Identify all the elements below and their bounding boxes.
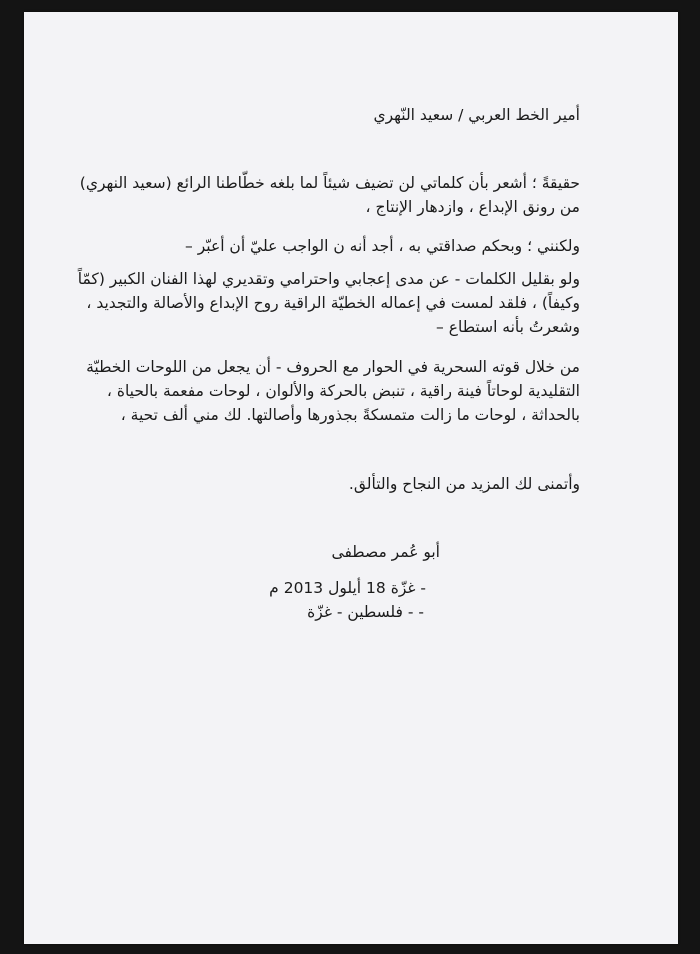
paragraph-1: حقيقةً ؛ أشعر بأن كلماتي لن تضيف شيئاً لما بلغه خطّاطنا الرائع (سعيد النهري) من رونق الإبداع ، وازدهار الإنتاج ، [79,174,580,216]
signature-place: - - فلسطين - غزّة [307,603,424,621]
paragraph-5: وأتمنى لك المزيد من النجاح والتألق. [348,475,580,493]
paragraph-4: من خلال قوته السحرية في الحوار مع الحروف - أن يجعل من اللوحات الخطيّة التقليدية لوحاتاً فينة راقية ، تنبض بالحركة والألوان ، لوحات مفعمة بالحياة ، بالحداثة ، لوحات ما زالت متمسكةً بجذورها وأصالتها. لك مني ألف تحية ، [86,358,580,424]
paragraph-2: ولكنني ؛ وبحكم صداقتي به ، أجد أنه ن الواجب عليّ أن أعبّر – [185,237,580,255]
paragraph-3: ولو بقليل الكلمات - عن مدى إعجابي واحترامي وتقديري لهذا الفنان الكبير (كمّاً وكيفاً) ، فلقد لمست في إعماله الخطيّة الراقية روح الإبداع والأصالة والتجديد ، وشعرتُ بأنه استطاع – [77,270,580,336]
signature-name: أبو عُمر مصطفى [331,543,440,561]
letter-sheet [24,12,678,944]
signature-date: - غزّة 18 أيلول 2013 م [269,579,426,597]
letter-header: أمير الخط العربي / سعيد النّهري [373,106,580,124]
